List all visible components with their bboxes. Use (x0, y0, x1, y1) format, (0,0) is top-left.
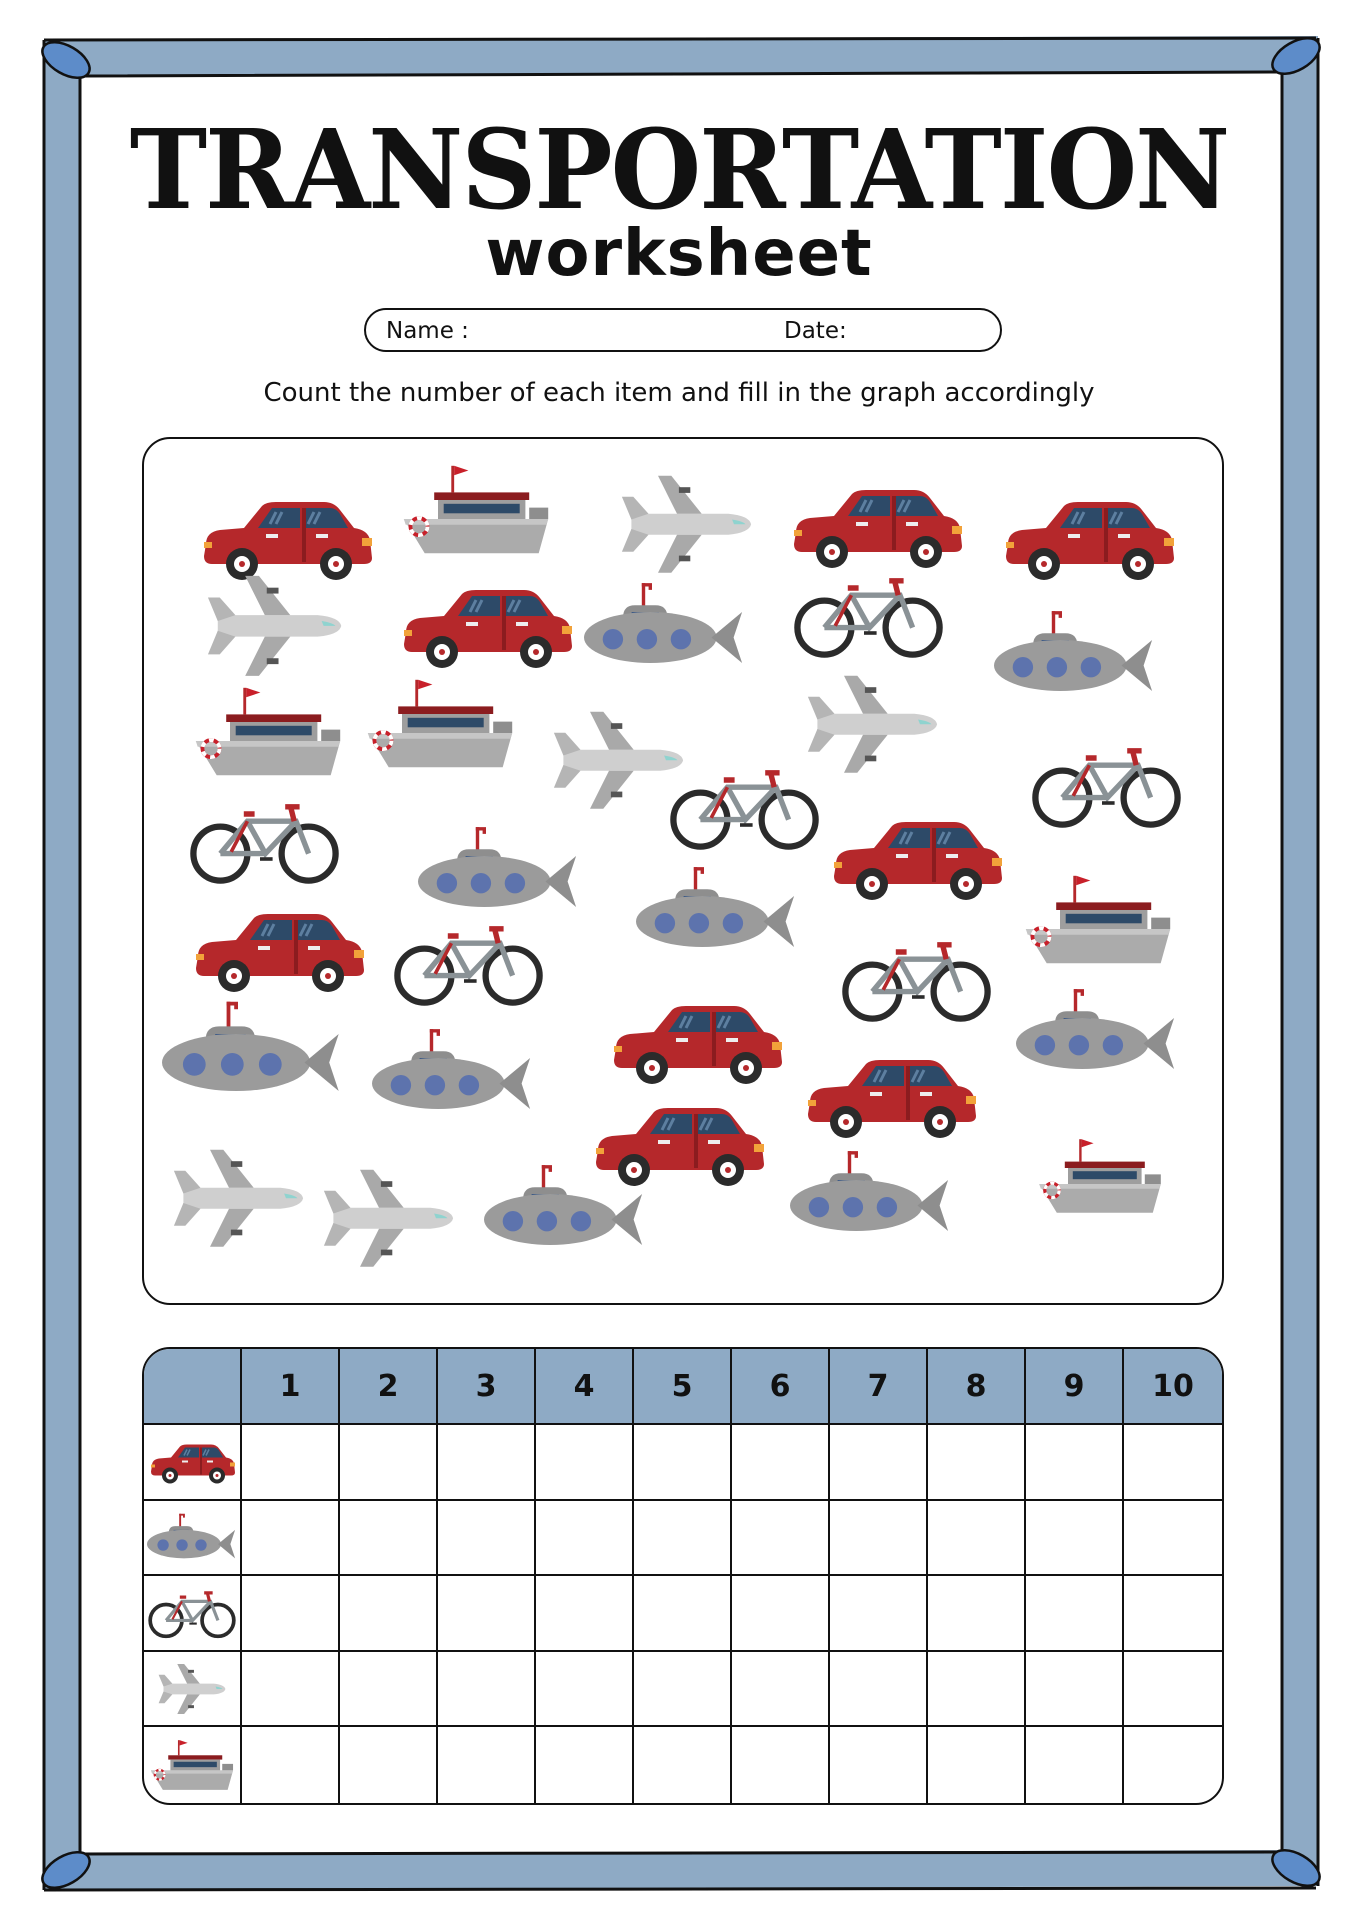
tally-cell[interactable] (242, 1727, 340, 1803)
tally-cell[interactable] (536, 1425, 634, 1501)
tally-cell[interactable] (340, 1727, 438, 1803)
car-icon (808, 1060, 976, 1138)
tally-cell[interactable] (438, 1425, 536, 1501)
worksheet-title: TRANSPORTATION (129, 104, 1229, 235)
tally-cell[interactable] (536, 1576, 634, 1652)
tally-cell[interactable] (536, 1501, 634, 1577)
submarine-icon (584, 583, 742, 663)
name-label: Name : (386, 318, 469, 344)
submarine-icon (372, 1029, 530, 1109)
tally-graph-table (142, 1347, 1224, 1805)
car-icon (196, 914, 364, 992)
tally-cell[interactable] (634, 1652, 732, 1728)
ship-icon (404, 466, 548, 553)
tally-cell[interactable] (928, 1727, 1026, 1803)
tally-cell[interactable] (634, 1425, 732, 1501)
bicycle-icon (397, 929, 539, 1003)
car-icon (1006, 502, 1174, 580)
row-header (144, 1652, 242, 1728)
car-icon (596, 1108, 764, 1186)
bicycle-icon (147, 1586, 237, 1640)
column-header: 9 (1026, 1349, 1124, 1425)
airplane-icon (174, 1150, 303, 1247)
row-header (144, 1501, 242, 1577)
tally-cell[interactable] (1124, 1576, 1222, 1652)
table-corner (144, 1349, 242, 1425)
column-header: 6 (732, 1349, 830, 1425)
submarine-icon (484, 1165, 642, 1245)
submarine-icon (147, 1510, 237, 1564)
tally-cell[interactable] (732, 1576, 830, 1652)
airplane-icon (147, 1662, 237, 1716)
row-header (144, 1576, 242, 1652)
airplane-icon (554, 712, 683, 809)
tally-cell[interactable] (928, 1576, 1026, 1652)
bicycle-icon (193, 807, 335, 881)
submarine-icon (162, 1002, 339, 1091)
bicycle-icon (845, 945, 987, 1019)
tally-cell[interactable] (1026, 1727, 1124, 1803)
tally-cell[interactable] (634, 1576, 732, 1652)
tally-cell[interactable] (928, 1501, 1026, 1577)
tally-cell[interactable] (1124, 1652, 1222, 1728)
tally-cell[interactable] (830, 1425, 928, 1501)
ship-icon (1039, 1139, 1161, 1213)
tally-cell[interactable] (830, 1727, 928, 1803)
column-header: 1 (242, 1349, 340, 1425)
tally-cell[interactable] (242, 1652, 340, 1728)
submarine-icon (418, 827, 576, 907)
column-header: 2 (340, 1349, 438, 1425)
ship-icon (196, 688, 340, 775)
column-header: 10 (1124, 1349, 1222, 1425)
tally-cell[interactable] (830, 1652, 928, 1728)
instructions: Count the number of each item and fill in the graph accordingly (263, 378, 1095, 408)
tally-cell[interactable] (242, 1576, 340, 1652)
airplane-icon (622, 476, 751, 573)
submarine-icon (790, 1151, 948, 1231)
tally-cell[interactable] (536, 1727, 634, 1803)
car-icon (147, 1435, 237, 1489)
tally-cell[interactable] (634, 1501, 732, 1577)
tally-cell[interactable] (830, 1501, 928, 1577)
tally-cell[interactable] (928, 1425, 1026, 1501)
car-icon (404, 590, 572, 668)
column-header: 3 (438, 1349, 536, 1425)
tally-cell[interactable] (1026, 1652, 1124, 1728)
tally-cell[interactable] (732, 1727, 830, 1803)
tally-cell[interactable] (438, 1576, 536, 1652)
tally-cell[interactable] (732, 1652, 830, 1728)
tally-cell[interactable] (242, 1501, 340, 1577)
tally-cell[interactable] (438, 1727, 536, 1803)
column-header: 7 (830, 1349, 928, 1425)
car-icon (204, 502, 372, 580)
tally-cell[interactable] (732, 1425, 830, 1501)
tally-cell[interactable] (340, 1425, 438, 1501)
bicycle-icon (797, 581, 939, 655)
tally-cell[interactable] (242, 1425, 340, 1501)
row-header (144, 1425, 242, 1501)
tally-cell[interactable] (340, 1501, 438, 1577)
ship-icon (368, 680, 512, 767)
column-header: 4 (536, 1349, 634, 1425)
tally-cell[interactable] (732, 1501, 830, 1577)
airplane-icon (208, 576, 341, 676)
bicycle-icon (1035, 751, 1177, 825)
airplane-icon (324, 1170, 453, 1267)
row-header (144, 1727, 242, 1803)
submarine-icon (1016, 989, 1174, 1069)
tally-cell[interactable] (1026, 1425, 1124, 1501)
worksheet-subtitle: worksheet (485, 217, 873, 291)
tally-cell[interactable] (1124, 1501, 1222, 1577)
tally-cell[interactable] (438, 1652, 536, 1728)
ship-icon (1026, 876, 1170, 963)
car-icon (794, 490, 962, 568)
tally-cell[interactable] (340, 1652, 438, 1728)
airplane-icon (808, 676, 937, 773)
car-icon (614, 1006, 782, 1084)
tally-cell[interactable] (438, 1501, 536, 1577)
tally-cell[interactable] (928, 1652, 1026, 1728)
tally-cell[interactable] (1026, 1576, 1124, 1652)
tally-cell[interactable] (1124, 1727, 1222, 1803)
tally-cell[interactable] (830, 1576, 928, 1652)
tally-cell[interactable] (340, 1576, 438, 1652)
submarine-icon (994, 611, 1152, 691)
column-header: 8 (928, 1349, 1026, 1425)
bicycle-icon (673, 773, 815, 847)
ship-icon (147, 1738, 237, 1792)
tally-cell[interactable] (536, 1652, 634, 1728)
column-header: 5 (634, 1349, 732, 1425)
tally-cell[interactable] (1026, 1501, 1124, 1577)
car-icon (834, 822, 1002, 900)
date-label: Date: (784, 318, 847, 344)
tally-cell[interactable] (1124, 1425, 1222, 1501)
tally-cell[interactable] (634, 1727, 732, 1803)
submarine-icon (636, 867, 794, 947)
